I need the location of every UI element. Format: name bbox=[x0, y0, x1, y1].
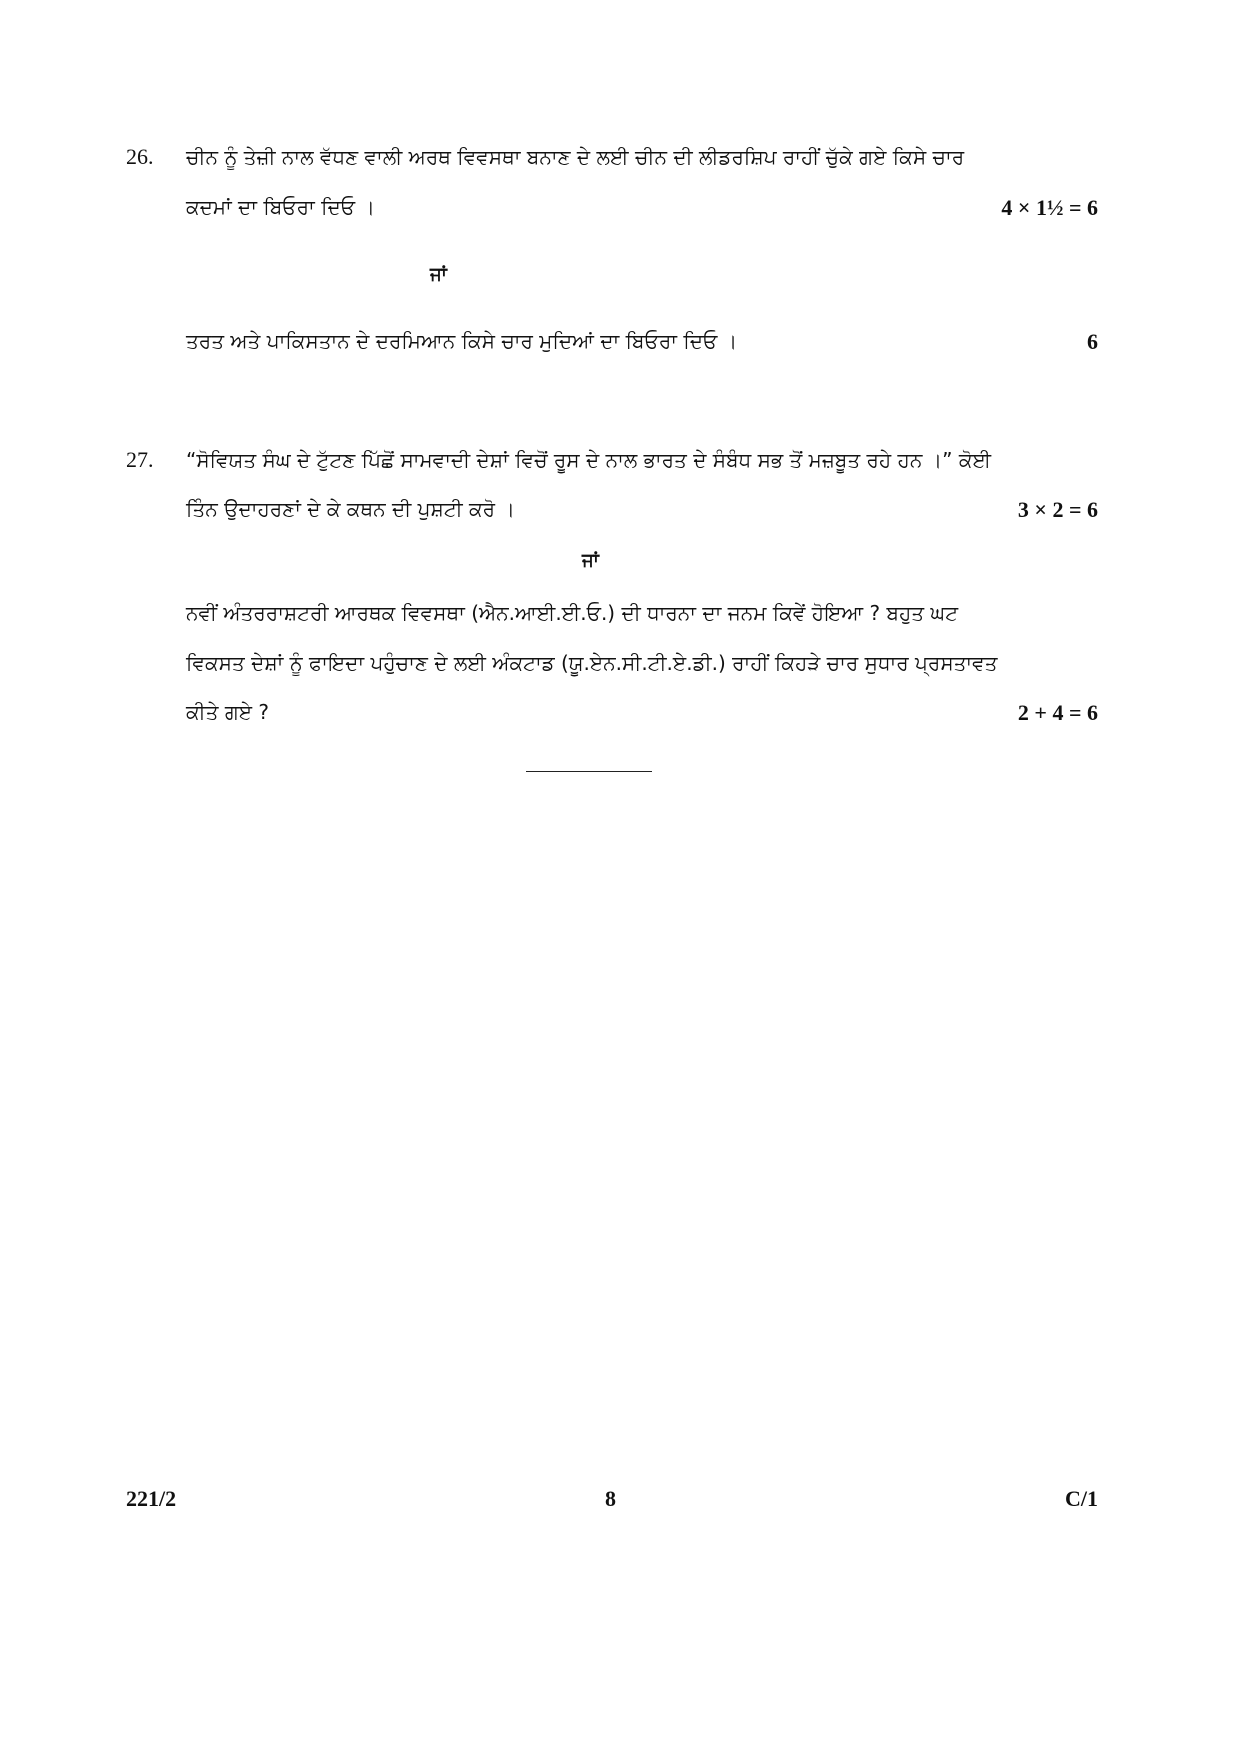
alternative-question-text-line: ਕੀਤੇ ਗਏ ? bbox=[186, 700, 270, 724]
question-number: 26. bbox=[126, 144, 154, 169]
footer-code: 221/2 bbox=[126, 1486, 177, 1511]
or-label: ਜਾਂ bbox=[582, 550, 599, 571]
alternative-question-text-line: ਤਰਤ ਅਤੇ ਪਾਕਿਸਤਾਨ ਦੇ ਦਰਮਿਆਨ ਕਿਸੇ ਚਾਰ ਮੁਦਿਆਂ ਦਾ ਬਿਓਰਾ ਦਿਓ । bbox=[186, 329, 738, 353]
marks-label: 4 × 1½ = 6 bbox=[1001, 195, 1098, 220]
or-label: ਜਾਂ bbox=[430, 264, 447, 285]
marks-label: 2 + 4 = 6 bbox=[1017, 700, 1098, 725]
question-text-line: ਕਦਮਾਂ ਦਾ ਬਿਓਰਾ ਦਿਓ । bbox=[186, 195, 375, 219]
marks-label: 6 bbox=[1087, 329, 1098, 354]
question-text-line: ਚੀਨ ਨੂੰ ਤੇਜ਼ੀ ਨਾਲ ਵੱਧਣ ਵਾਲੀ ਅਰਥ ਵਿਵਸਥਾ ਬਨਾਣ ਦੇ ਲਈ ਚੀਨ ਦੀ ਲੀਡਰਸ਼ਿਪ ਰਾਹੀਂ ਚੁੱਕੇ ਗਏ ਕਿਸੇ ਚਾਰ bbox=[186, 145, 965, 169]
question-text-line: “ਸੋਵਿਯਤ ਸੰਘ ਦੇ ਟੁੱਟਣ ਪਿੱਛੋਂ ਸਾਮਵਾਦੀ ਦੇਸ਼ਾਂ ਵਿਚੋਂ ਰੂਸ ਦੇ ਨਾਲ ਭਾਰਤ ਦੇ ਸੰਬੰਧ ਸਭ ਤੋਂ ਮਜ਼ਬੂਤ ਰਹੇ ਹਨ ।” ਕੋਈ bbox=[186, 448, 992, 472]
alternative-question-text-line: ਨਵੀਂ ਅੰਤਰਰਾਸ਼ਟਰੀ ਆਰਥਕ ਵਿਵਸਥਾ (ਐਨ.ਆਈ.ਈ.ਓ.) ਦੀ ਧਾਰਨਾ ਦਾ ਜਨਮ ਕਿਵੇਂ ਹੋਇਆ ? ਬਹੁਤ ਘਟ bbox=[186, 601, 959, 625]
marks-label: 3 × 2 = 6 bbox=[1017, 497, 1098, 522]
footer-set-code: C/1 bbox=[1065, 1486, 1098, 1511]
question-text-line: ਤਿੰਨ ਉਦਾਹਰਣਾਂ ਦੇ ਕੇ ਕਥਨ ਦੀ ਪੁਸ਼ਟੀ ਕਰੋ । bbox=[186, 497, 515, 521]
alternative-question-text-line: ਵਿਕਸਤ ਦੇਸ਼ਾਂ ਨੂੰ ਫਾਇਦਾ ਪਹੁੰਚਾਣ ਦੇ ਲਈ ਅੰਕਟਾਡ (ਯੂ.ਏਨ.ਸੀ.ਟੀ.ਏ.ਡੀ.) ਰਾਹੀਂ ਕਿਹੜੇ ਚਾਰ ਸੁਧਾਰ ਪ੍ਰਸਤਾਵਤ bbox=[186, 651, 998, 675]
footer-page-number: 8 bbox=[605, 1486, 616, 1511]
end-divider bbox=[526, 771, 652, 772]
question-number: 27. bbox=[126, 447, 154, 472]
